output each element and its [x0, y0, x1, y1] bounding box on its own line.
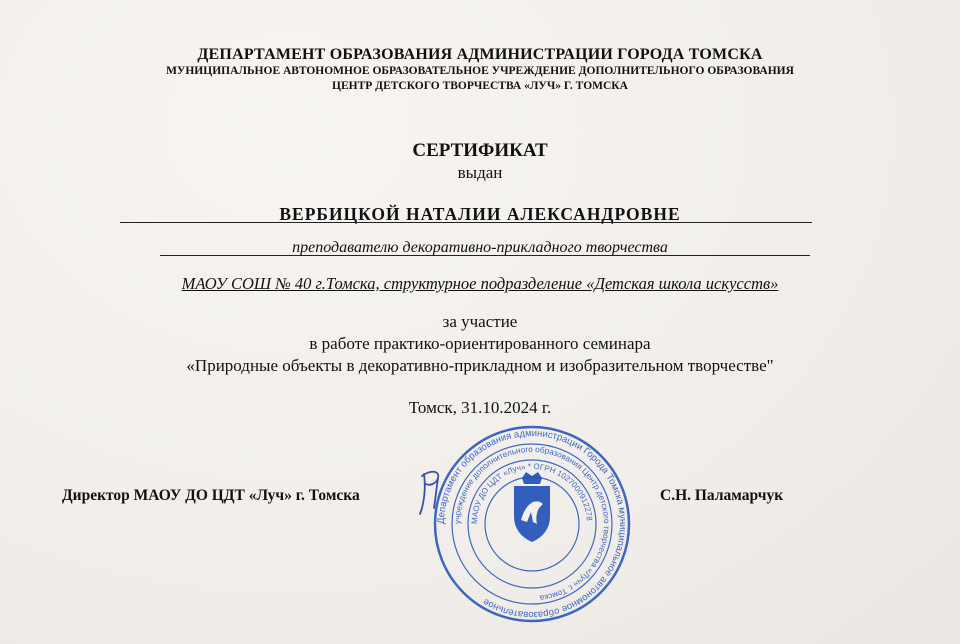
seal-middle-text: учреждение дополнительного образования Центр детского творчества «Луч» г. Томска [452, 444, 612, 603]
director-signature [404, 462, 464, 522]
recipient-name-underline [120, 222, 812, 223]
recipient-position-underline [160, 255, 810, 256]
official-seal [432, 424, 632, 624]
header-center-name: ЦЕНТР ДЕТСКОГО ТВОРЧЕСТВА «ЛУЧ» Г. ТОМСКА [332, 80, 628, 92]
recipient-organization: МАОУ СОШ № 40 г.Томска, структурное подразделение «Детская школа искусств» [181, 274, 779, 293]
seal-outer-text: Департамент образования администрации Города Томска муниципальное автономное образовательное [435, 427, 629, 621]
certificate-title: СЕРТИФИКАТ [412, 140, 548, 161]
header-department: ДЕПАРТАМЕНТ ОБРАЗОВАНИЯ АДМИНИСТРАЦИИ ГОРОДА ТОМСКА [197, 46, 763, 63]
place-date: Томск, 31.10.2024 г. [408, 398, 552, 417]
participation-label: за участие [442, 312, 518, 331]
recipient-position: преподавателю декоративно-прикладного творчества [292, 239, 668, 256]
seal-inner-text: МАОУ ДО ЦДТ «Луч» * ОГРН 1027000912278 [469, 461, 594, 525]
director-title: Директор МАОУ ДО ЦДТ «Луч» г. Томска [62, 487, 360, 504]
seminar-title: «Природные объекты в декоративно-прикладном и изобразительном творчестве" [186, 356, 774, 375]
coat-of-arms-icon [514, 472, 550, 542]
issued-label: выдан [457, 163, 503, 182]
header-institution: МУНИЦИПАЛЬНОЕ АВТОНОМНОЕ ОБРАЗОВАТЕЛЬНОЕ УЧРЕЖДЕНИЕ ДОПОЛНИТЕЛЬНОГО ОБРАЗОВАНИЯ [166, 65, 794, 77]
director-name: С.Н. Паламарчук [660, 487, 784, 504]
seminar-description: в работе практико-ориентированного семинара [309, 334, 651, 353]
recipient-name: ВЕРБИЦКОЙ НАТАЛИИ АЛЕКСАНДРОВНЕ [279, 204, 681, 224]
